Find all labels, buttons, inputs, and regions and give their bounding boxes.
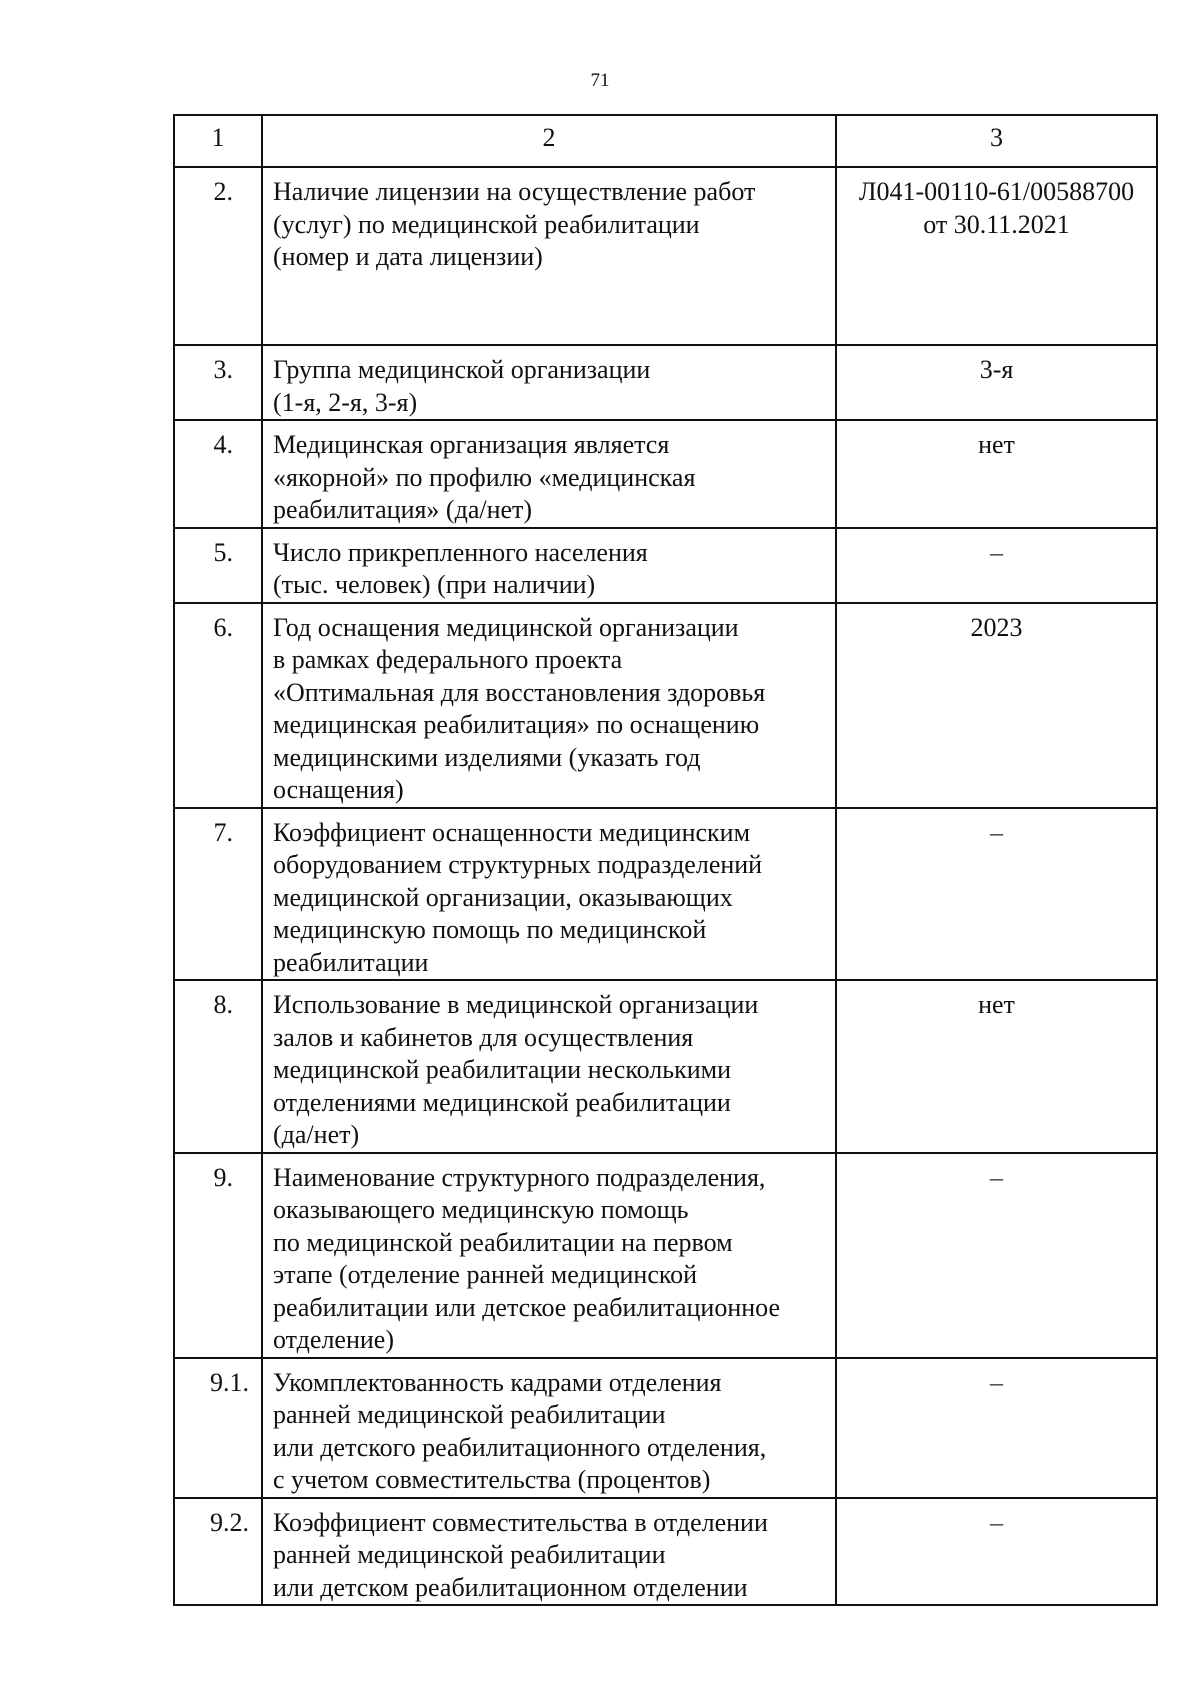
row-description-line: оснащения) <box>273 775 404 804</box>
table-header-row <box>174 115 1157 167</box>
row-number: 8. <box>213 990 233 1019</box>
row-description-line: медицинской организации, оказывающих <box>273 882 733 912</box>
row-value: нет <box>978 430 1015 459</box>
header-col-2: 2 <box>262 115 836 167</box>
row-description-line: Использование в медицинской организации <box>273 990 759 1019</box>
row-description-line: в рамках федерального проекта <box>273 645 623 674</box>
row-description-line: медицинской реабилитации несколькими <box>273 1055 732 1084</box>
row-description-line: ранней медицинской реабилитации <box>273 1400 666 1429</box>
table-row <box>174 603 1157 808</box>
row-number: 6. <box>213 612 233 642</box>
row-description-line: (услуг) по медицинской реабилитации <box>273 209 700 239</box>
row-description-line: «якорной» по профилю «медицинская <box>273 462 696 492</box>
row-description-line: (тыс. человек) (при наличии) <box>273 570 596 599</box>
row-number: 2. <box>213 177 233 206</box>
row-value: – <box>990 1162 1003 1192</box>
row-description-line: (да/нет) <box>273 1120 360 1149</box>
row-description-line: по медицинской реабилитации на первом <box>273 1227 733 1257</box>
row-number: 9.1. <box>210 1367 249 1397</box>
row-value: нет <box>978 990 1015 1019</box>
row-description-line: Число прикрепленного населения <box>273 537 648 567</box>
row-description-line: Группа медицинской организации <box>273 355 651 384</box>
table-row <box>174 420 1157 528</box>
row-value: от 30.11.2021 <box>923 209 1070 239</box>
row-description-line: Коэффициент оснащенности медицинским <box>273 817 751 847</box>
row-description-line: медицинскими изделиями (указать год <box>273 742 701 772</box>
row-description-line: Год оснащения медицинской организации <box>273 612 739 642</box>
row-value: Л041-00110-61/00588700 <box>858 177 1135 206</box>
row-value: – <box>990 1367 1003 1397</box>
header-col-3: 3 <box>836 115 1157 167</box>
row-description-line: Медицинская организация является <box>273 430 670 459</box>
row-value: – <box>990 817 1003 847</box>
table-row <box>174 345 1157 420</box>
row-value: – <box>990 1507 1003 1537</box>
row-description-line: Наименование структурного подразделения, <box>273 1162 766 1192</box>
row-description-line: Укомплектованность кадрами отделения <box>273 1367 722 1397</box>
row-number: 3. <box>213 355 233 384</box>
row-description-line: оборудованием структурных подразделений <box>273 850 763 879</box>
row-number: 9.2. <box>210 1507 249 1537</box>
row-description-line: отделение) <box>273 1325 394 1354</box>
row-description-line: медицинская реабилитация» по оснащению <box>273 710 760 739</box>
row-description-line: Наличие лицензии на осуществление работ <box>273 177 756 206</box>
row-number: 4. <box>213 430 233 459</box>
row-description-line: медицинскую помощь по медицинской <box>273 915 707 944</box>
data-table <box>173 114 1158 1606</box>
row-description-line: отделениями медицинской реабилитации <box>273 1087 731 1117</box>
row-description-line: оказывающего медицинскую помощь <box>273 1195 689 1224</box>
row-description-line: (номер и дата лицензии) <box>273 242 543 271</box>
header-col-1: 1 <box>174 115 262 167</box>
table-row <box>174 1153 1157 1358</box>
row-description-line: (1-я, 2-я, 3-я) <box>273 387 418 417</box>
row-description-line: ранней медицинской реабилитации <box>273 1540 666 1569</box>
row-description-line: реабилитации <box>273 947 429 977</box>
row-description-line: или детском реабилитационном отделении <box>273 1572 748 1602</box>
table-row <box>174 1358 1157 1498</box>
table-row <box>174 1498 1157 1606</box>
row-description-line: реабилитации или детское реабилитационное <box>273 1292 781 1322</box>
row-description-line: или детского реабилитационного отделения, <box>273 1432 767 1462</box>
row-description-line: Коэффициент совместительства в отделении <box>273 1507 768 1537</box>
row-description-line: залов и кабинетов для осуществления <box>273 1022 694 1052</box>
row-value: 2023 <box>970 612 1023 642</box>
row-description-line: реабилитация» (да/нет) <box>273 495 533 524</box>
table-row <box>174 808 1157 981</box>
table-row <box>174 980 1157 1153</box>
table-row <box>174 167 1157 345</box>
row-description-line: с учетом совместительства (процентов) <box>273 1465 711 1494</box>
row-description-line: «Оптимальная для восстановления здоровья <box>273 677 766 707</box>
row-value: 3-я <box>979 355 1014 384</box>
page-number: 71 <box>590 70 610 91</box>
row-description-line: этапе (отделение ранней медицинской <box>273 1260 698 1289</box>
row-value: – <box>990 537 1003 567</box>
table-row <box>174 528 1157 603</box>
row-number: 5. <box>213 537 233 567</box>
row-number: 7. <box>213 817 233 847</box>
row-number: 9. <box>213 1162 233 1192</box>
